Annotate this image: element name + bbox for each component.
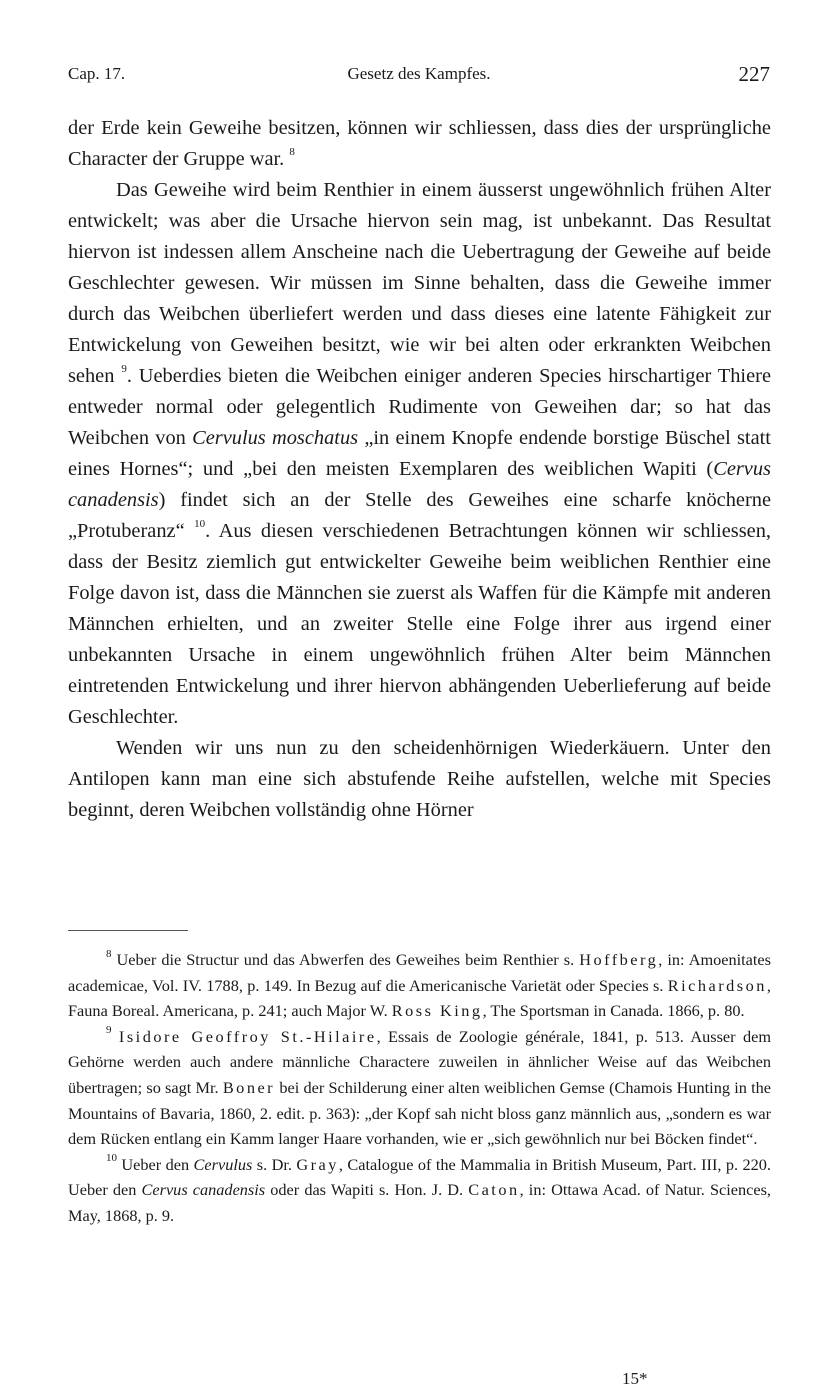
paragraph-2-part-b: . Ueberdies bieten die Weibchen einiger anderen Species hirschartiger Thiere entweder normal oder gelegentlich Rudimente von Geweihen dar; so hat das Weibchen von [68, 365, 771, 449]
author-name: Caton [468, 1180, 520, 1200]
footnote-text: , Essais de Zoologie générale, 1841, p. 513. Ausser dem Gehörne werden auch andere männliche Charactere zuweilen in ähnlicher Weise auf das Weibchen übertragen; so sagt Mr. [68, 1026, 771, 1097]
printer-signature: 15* [622, 1369, 648, 1388]
footnote-text: , The Sportsman in Canada. 1866, p. 80. [482, 1001, 745, 1021]
author-name: Boner [222, 1077, 276, 1097]
paragraph-2-part-e: . Aus diesen verschiedenen Betrachtungen können wir schliessen, dass der Besitz ziemlich gut entwickelter Geweihe beim weiblichen Renthier eine Folge davon ist, dass die Männchen sie zuerst als Waffen für die Kämpfe mit anderen Männchen erhielten, und an zweiter Stelle eine Folge ihrer aus irgend einer unbekannten Ursache in einem ungewöhnlich frühen Alter beim Männchen eintretenden Entwickelung und ihrer hiervon abhängenden Ueberlieferung auf beide Geschlechter. [68, 520, 771, 728]
running-title: Gesetz des Kampfes. [347, 64, 491, 83]
author-name: Isidore Geoffroy St.-Hilaire [118, 1026, 377, 1046]
footnote-number: 9 [106, 1024, 112, 1037]
author-name: Ross King [391, 1001, 483, 1021]
footnote-9 [68, 1024, 771, 1152]
footnotes [68, 947, 771, 1229]
footnote-number: 10 [106, 1152, 117, 1165]
footnote-10 [68, 1152, 771, 1229]
footnote-text: Ueber die Structur und das Abwerfen des Geweihes beim Renthier s. [116, 950, 575, 969]
species-name: Cervulus [193, 1154, 253, 1174]
page-number: 227 [738, 62, 770, 86]
footnote-text: Ueber den [121, 1154, 190, 1174]
paragraph-2-part-a: Das Geweihe wird beim Renthier in einem äusserst ungewöhnlich frühen Alter entwickelt; was aber die Ursache hiervon sein mag, ist unbekannt. Das Resultat hiervon ist indessen allem Anscheine nach die Uebertragung der Geweihe auf beide Geschlechter gewesen. Wir müssen im Sinne behalten, dass die Geweihe immer durch das Weibchen überliefert werden und dass dieses eine latente Fähigkeit zur Entwickelung von Geweihen besitzt, wie wir bei alten oder erkrankten Weibchen sehen [68, 179, 771, 387]
chapter-label: Cap. 17. [68, 64, 126, 83]
species-name: Cervus canadensis [141, 1180, 266, 1200]
footnote-ref-10: 10 [194, 518, 206, 531]
paragraph-1 [68, 113, 771, 175]
main-text [68, 113, 771, 826]
footnote-text: oder das Wapiti s. Hon. J. D. [270, 1180, 464, 1200]
footnote-text: , Catalogue of the Mammalia in British Museum, Part. III, p. 220. Ueber den [68, 1154, 771, 1200]
paragraph-2 [68, 175, 771, 733]
running-head [68, 64, 770, 90]
paragraph-3: Wenden wir uns nun zu den scheidenhörnigen Wiederkäuern. Unter den Antilopen kann man eine sich abstufende Reihe aufstellen, welche mit Species beginnt, deren Weibchen vollständig ohne Hörner [68, 737, 771, 821]
species-name: Cervus canadensis [68, 458, 771, 511]
footnote-ref-8: 8 [289, 146, 295, 159]
footnote-text: , Fauna Boreal. Americana, p. 241; auch Major W. [68, 975, 771, 1021]
author-name: Richardson [667, 975, 767, 995]
paragraph-2-part-c: „in einem Knopfe endende borstige Büschel statt eines Hornes“; und „bei den meisten Exemplaren des weiblichen Wapiti ( [68, 427, 771, 480]
species-name: Cervulus moschatus [192, 427, 359, 449]
footnote-ref-9: 9 [121, 363, 127, 376]
footnote-text: bei der Schilderung einer alten weiblichen Gemse (Chamois Hunting in the Mountains of Bavaria, 1860, 2. edit. p. 363): „der Kopf sah nicht bloss ganz männlich aus, „sondern es war dem Rücken entlang ein Kamm langer Haare vorhanden, wie er „sich gewöhnlich nur bei Böcken findet“. [68, 1077, 771, 1149]
author-name: Hoffberg [579, 950, 659, 969]
footnote-8 [68, 947, 771, 1024]
author-name: Gray [296, 1154, 339, 1174]
footnote-text: , in: Ottawa Acad. of Natur. Sciences, May, 1868, p. 9. [68, 1180, 771, 1225]
footnote-divider [68, 930, 188, 931]
paragraph-2-part-d: ) findet sich an der Stelle des Geweihes eine scharfe knöcherne „Protuberanz“ [68, 489, 771, 542]
footnote-number: 8 [106, 947, 112, 960]
paragraph-1-text: der Erde kein Geweihe besitzen, können wir schliessen, dass dies der ursprüngliche Character der Gruppe war. [68, 117, 771, 170]
footnote-text: , in: Amoenitates academicae, Vol. IV. 1788, p. 149. In Bezug auf die Americanische Varietät oder Species s. [68, 950, 771, 995]
footnote-text: s. Dr. [256, 1154, 292, 1174]
